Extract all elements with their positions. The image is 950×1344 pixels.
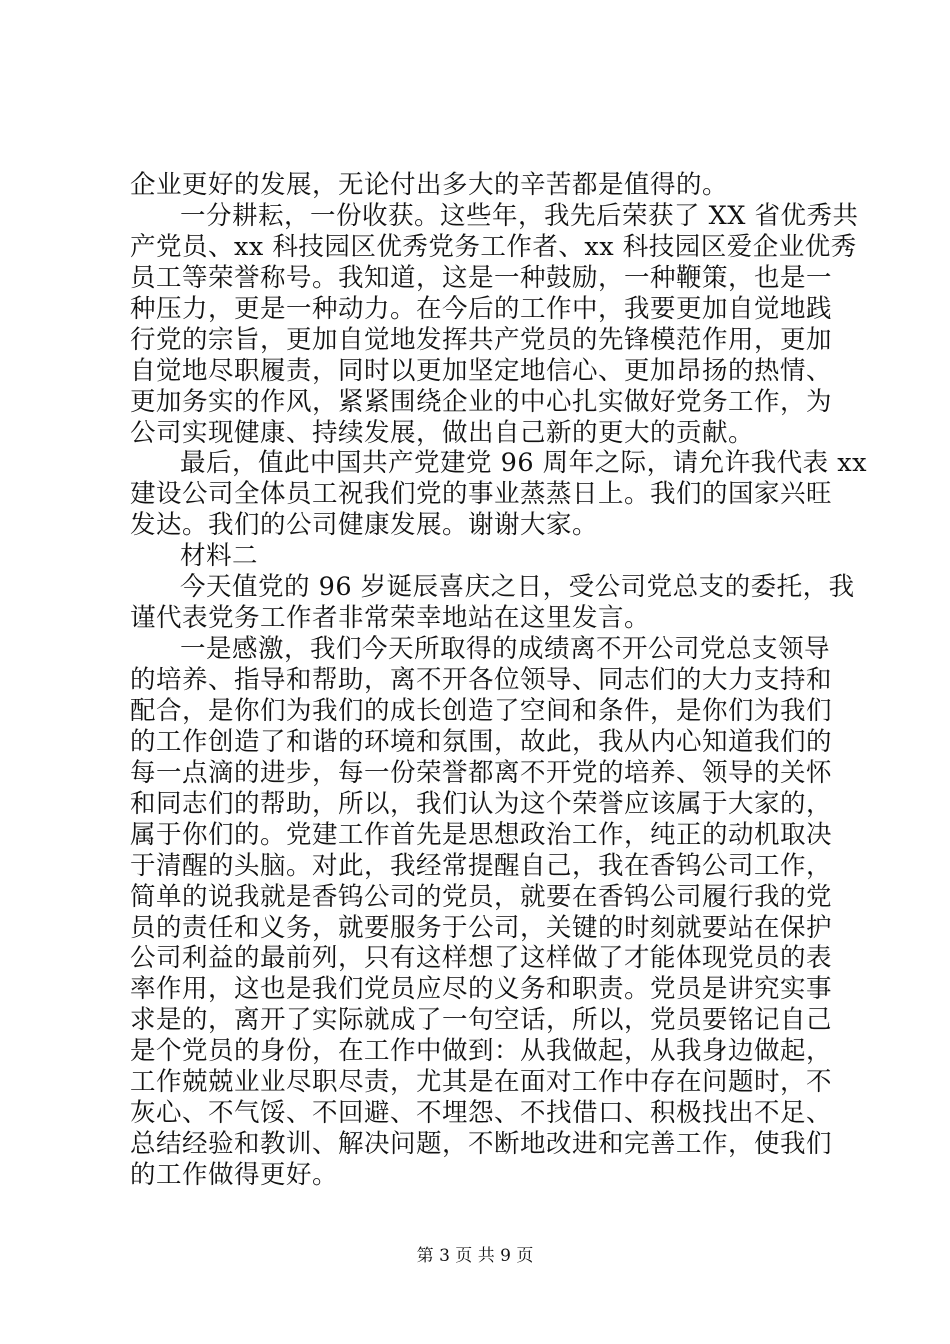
- text-line: 配合，是你们为我们的成长创造了空间和条件，是你们为我们: [130, 696, 833, 726]
- text-line: 员的责任和义务，就要服务于公司，关键的时刻就要站在保护: [130, 913, 833, 943]
- text-line: 和同志们的帮助，所以，我们认为这个荣誉应该属于大家的，: [130, 789, 833, 819]
- text-line: 一分耕耘，一份收获。这些年，我先后荣获了 XX 省优秀共: [180, 201, 859, 231]
- text-line: 每一点滴的进步，每一份荣誉都离不开党的培养、领导的关怀: [130, 758, 833, 788]
- page-number-footer: 第 3 页 共 9 页: [416, 1246, 534, 1266]
- text-line: 的培养、指导和帮助，离不开各位领导、同志们的大力支持和: [130, 665, 833, 695]
- text-line: 产党员、xx 科技园区优秀党务工作者、xx 科技园区爱企业优秀: [130, 232, 857, 262]
- text-line: 一是感激，我们今天所取得的成绩离不开公司党总支领导: [180, 634, 831, 664]
- text-line: 建设公司全体员工祝我们党的事业蒸蒸日上。我们的国家兴旺: [130, 479, 833, 509]
- text-line: 求是的，离开了实际就成了一句空话，所以，党员要铭记自己: [130, 1005, 833, 1035]
- text-line: 总结经验和教训、解决问题，不断地改进和完善工作，使我们: [130, 1129, 833, 1159]
- text-line: 灰心、不气馁、不回避、不埋怨、不找借口、积极找出不足、: [130, 1098, 833, 1128]
- text-line: 员工等荣誉称号。我知道，这是一种鼓励，一种鞭策，也是一: [130, 263, 833, 293]
- text-line: 企业更好的发展，无论付出多大的辛苦都是值得的。: [130, 170, 729, 200]
- text-line: 的工作做得更好。: [130, 1160, 339, 1190]
- text-line: 于清醒的头脑。对此，我经常提醒自己，我在香钨公司工作，: [130, 851, 833, 881]
- text-line: 行党的宗旨，更加自觉地发挥共产党员的先锋模范作用，更加: [130, 325, 833, 355]
- text-line: 简单的说我就是香钨公司的党员，就要在香钨公司履行我的党: [130, 882, 833, 912]
- text-line: 谨代表党务工作者非常荣幸地站在这里发言。: [130, 603, 651, 633]
- text-line: 发达。我们的公司健康发展。谢谢大家。: [130, 510, 599, 540]
- section-heading: 材料二: [180, 541, 259, 571]
- text-line: 更加务实的作风，紧紧围绕企业的中心扎实做好党务工作，为: [130, 387, 833, 417]
- text-line: 属于你们的。党建工作首先是思想政治工作，纯正的动机取决: [130, 820, 833, 850]
- text-line: 工作兢兢业业尽职尽责，尤其是在面对工作中存在问题时，不: [130, 1067, 833, 1097]
- text-line: 最后，值此中国共产党建党 96 周年之际，请允许我代表 xx: [180, 448, 868, 478]
- text-line: 是个党员的身份，在工作中做到：从我做起，从我身边做起，: [130, 1036, 833, 1066]
- text-line: 自觉地尽职履责，同时以更加坚定地信心、更加昂扬的热情、: [130, 356, 833, 386]
- text-line: 公司实现健康、持续发展，做出自己新的更大的贡献。: [130, 418, 755, 448]
- text-line: 的工作创造了和谐的环境和氛围，故此，我从内心知道我们的: [130, 727, 833, 757]
- text-line: 率作用，这也是我们党员应尽的义务和职责。党员是讲究实事: [130, 974, 833, 1004]
- text-line: 种压力，更是一种动力。在今后的工作中，我要更加自觉地践: [130, 294, 833, 324]
- text-line: 公司利益的最前列，只有这样想了这样做了才能体现党员的表: [130, 943, 833, 973]
- text-line: 今天值党的 96 岁诞辰喜庆之日，受公司党总支的委托，我: [180, 572, 855, 602]
